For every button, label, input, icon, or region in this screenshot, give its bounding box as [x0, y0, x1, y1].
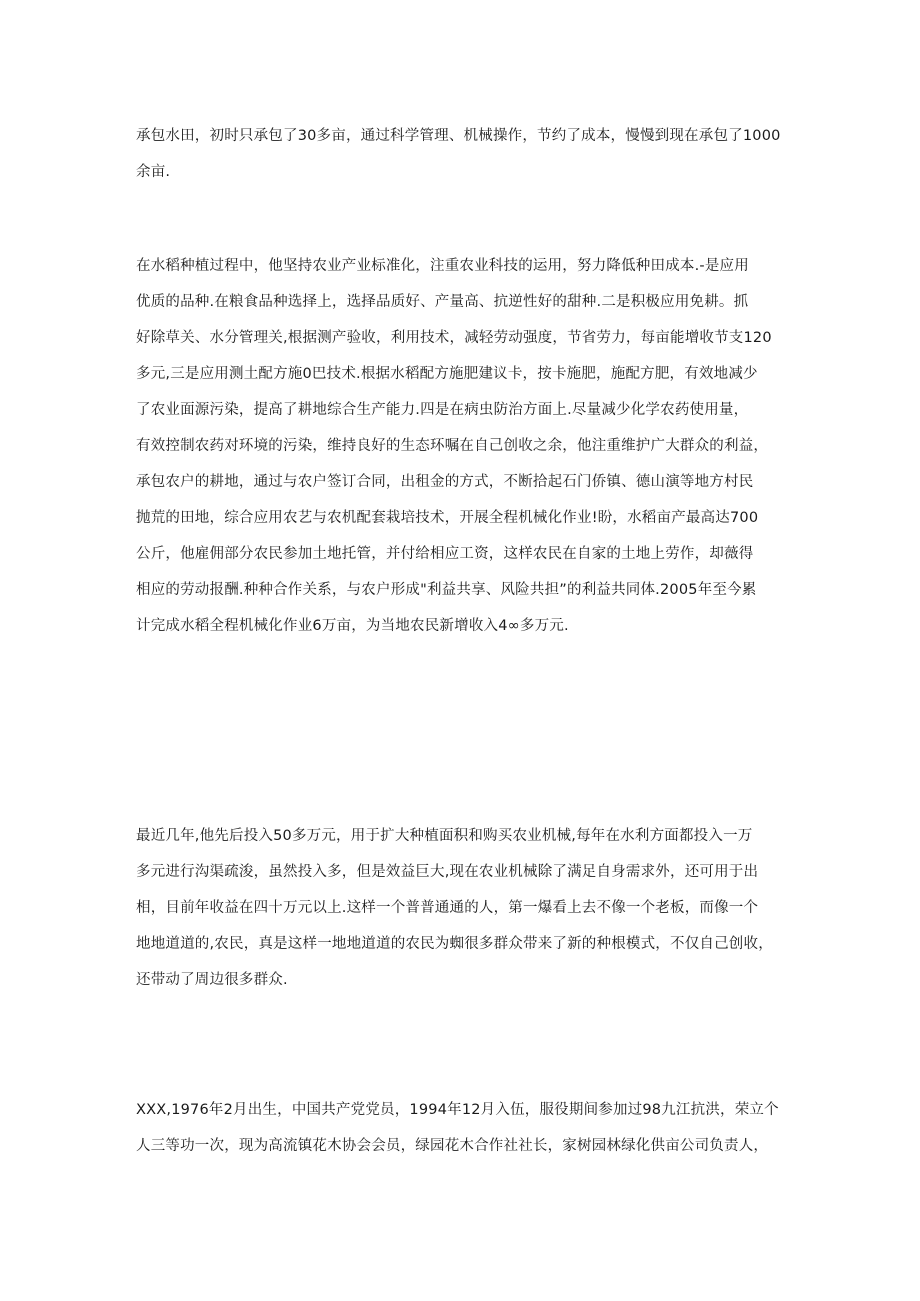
text-line: 有效控制农药对环境的污染，维持良好的生态环嘱在自己创收之余，他注重维护广大群众的利益， — [136, 438, 769, 454]
text-line: 优质的品种.在粮食品种选择上，选择品质好、产量高、抗逆性好的甜种.二是积极应用免耕。抓 — [136, 294, 749, 310]
text-line: 计完成水稻全程机械化作业6万亩，为当地农民新增收入4∞多万元. — [136, 618, 569, 634]
text-line: 承包水田，初时只承包了30多亩，通过科学管理、机械操作，节约了成本，慢慢到现在承包了1000 — [136, 128, 781, 144]
paragraph-investment — [136, 818, 796, 998]
text-line: 人三等功一次，现为高流镇花木协会会员，绿园花木合作社社长，家树园林绿化供亩公司负责人， — [136, 1138, 769, 1154]
text-line: 多元,三是应用测土配方施0巴技术.根据水稻配方施肥建议卡，按卡施肥，施配方肥，有效地减少 — [136, 366, 758, 382]
paragraph-biography — [136, 1092, 796, 1164]
text-line: 承包农户的耕地，通过与农户签订合同，出租金的方式，不断拾起石门侨镇、德山演等地方村民 — [136, 474, 754, 490]
text-line: 相应的劳动报酬.种种合作关系，与农户形成"利益共享、风险共担”的利益共同体.2005年至今累 — [136, 582, 757, 598]
text-line: 在水稻种植过程中，他坚持农业产业标准化，注重农业科技的运用，努力降低种田成本.-是应用 — [136, 258, 749, 274]
text-line: XXX,1976年2月出生，中国共产党党员，1994年12月入伍，服役期间参加过98九江抗洪，荣立个 — [136, 1102, 779, 1118]
text-line: 还带动了周边很多群众. — [136, 972, 288, 988]
paragraph-rice-contracting — [136, 118, 796, 190]
text-line: 相，目前年收益在四十万元以上.这样一个普普通通的人，第一爆看上去不像一个老板，而像一个 — [136, 900, 759, 916]
text-line: 多元进行沟渠疏浚，虽然投入多，但是效益巨大,现在农业机械除了满足自身需求外，还可用于出 — [136, 864, 759, 880]
text-line: 地地道道的,农民，真是这样一地地道道的农民为蜘很多群众带来了新的种根模式，不仅自己创收， — [136, 936, 773, 952]
text-line: 最近几年,他先后投入50多万元，用于扩大种植面积和购买农业机械,每年在水利方面都投入一万 — [136, 828, 753, 844]
text-line: 公斤，他雇佣部分农民参加土地托管，并付给相应工资，这样农民在自家的土地上劳作，却薇得 — [136, 546, 754, 562]
text-line: 余亩. — [136, 164, 171, 180]
text-line: 抛荒的田地，综合应用农艺与农机配套栽培技术，开展全程机械化作业!盼，水稻亩产最高达700 — [136, 510, 759, 526]
text-line: 了农业面源污染，提高了耕地综合生产能力.四是在病虫防治方面上.尽量减少化学农药使用量， — [136, 402, 749, 418]
text-line: 好除草关、水分管理关,根据测产验收，利用技术，减轻劳动强度，节省劳力，每亩能增收节支120 — [136, 330, 772, 346]
paragraph-rice-planting — [136, 248, 796, 644]
